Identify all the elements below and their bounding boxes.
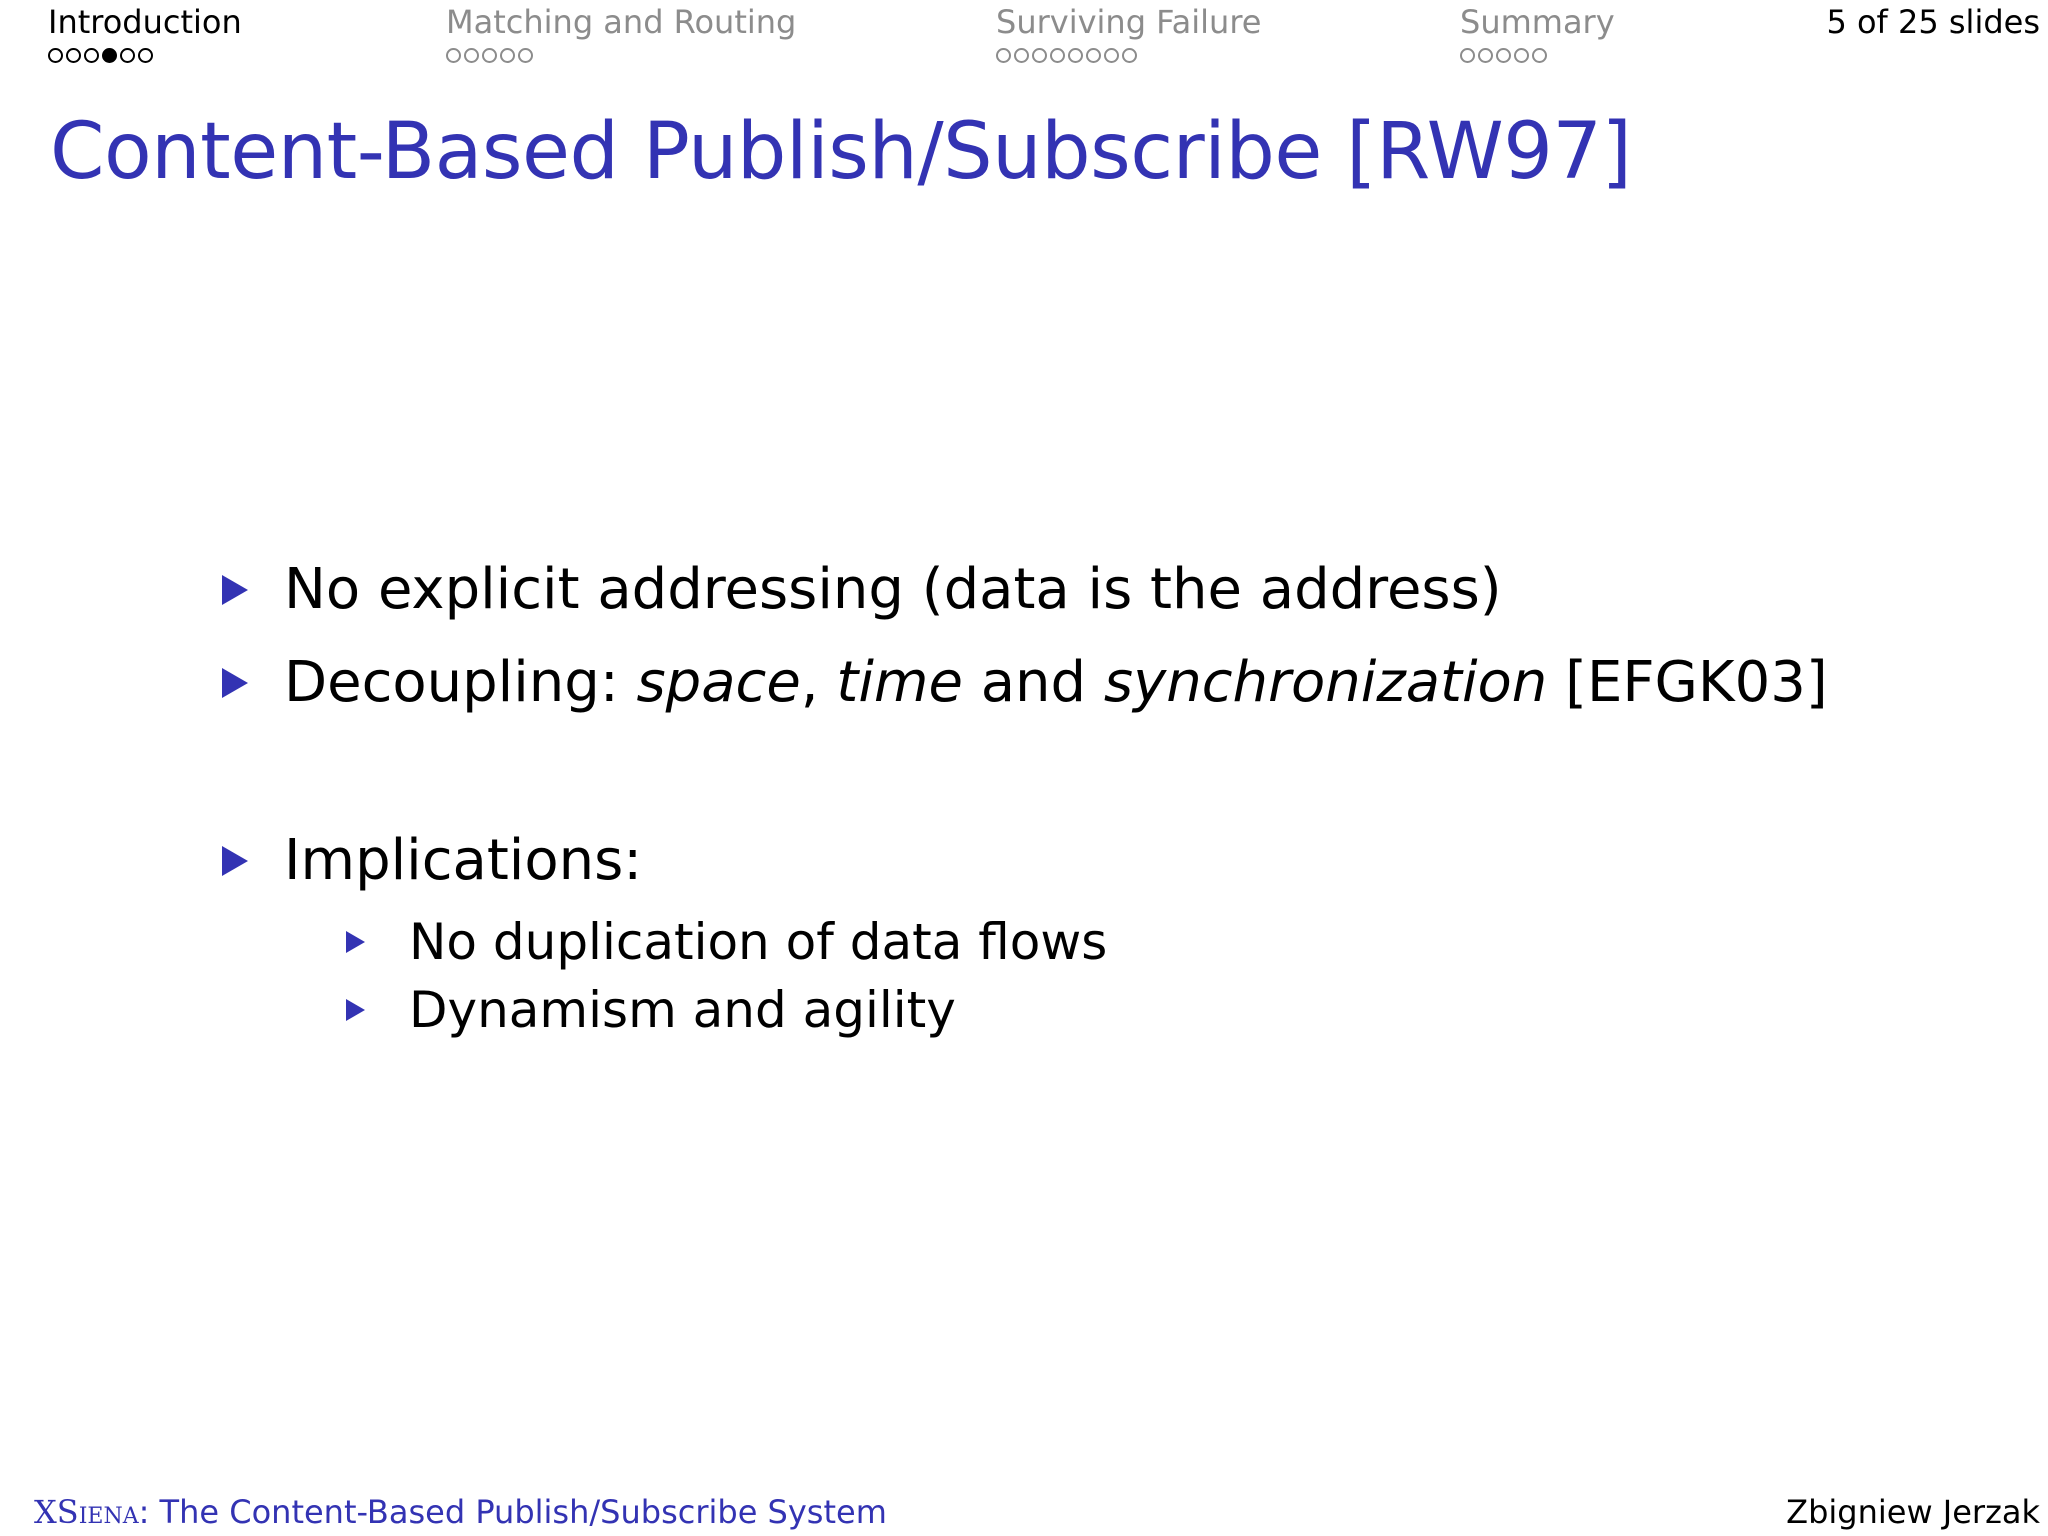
- bullet-triangle-icon: [222, 846, 248, 876]
- nav-section-label[interactable]: Surviving Failure: [996, 3, 1262, 41]
- sub-bullet-triangle-icon: [346, 999, 365, 1021]
- citation: [EFGK03]: [1547, 650, 1828, 715]
- bullet-item: [222, 555, 1502, 625]
- bullet-text: No explicit addressing (data is the address): [284, 557, 1502, 622]
- sub-bullet-triangle-icon: [346, 931, 365, 953]
- sub-bullet-text: Dynamism and agility: [409, 981, 956, 1039]
- bullet-text: Implications:: [284, 828, 643, 893]
- bullet-text-comma: ,: [800, 650, 837, 715]
- sub-bullet-item: [346, 910, 1107, 974]
- nav-section-label[interactable]: Introduction: [48, 3, 242, 41]
- term-synchronization: synchronization: [1103, 650, 1548, 715]
- footer-presentation-title: [34, 1492, 887, 1532]
- term-space: space: [636, 650, 801, 715]
- footer-system-name: XSiena: [34, 1493, 139, 1531]
- bullet-item: [222, 826, 642, 896]
- bullet-triangle-icon: [222, 575, 248, 605]
- nav-section-label[interactable]: Summary: [1460, 3, 1615, 41]
- slide-title: Content-Based Publish/Subscribe [RW97]: [50, 107, 1632, 197]
- sub-bullet-item: [346, 978, 956, 1042]
- term-time: time: [836, 650, 963, 715]
- bullet-triangle-icon: [222, 668, 248, 698]
- footer-author: Zbigniew Jerzak: [1786, 1493, 2040, 1531]
- bullet-text-and: and: [962, 650, 1104, 715]
- bullet-item: [222, 648, 1828, 718]
- sub-bullet-text: No duplication of data flows: [409, 913, 1108, 971]
- nav-section-label[interactable]: Matching and Routing: [446, 3, 797, 41]
- slide-counter: 5 of 25 slides: [1826, 3, 2040, 41]
- bullet-text: [284, 648, 1828, 718]
- footer-subtitle: : The Content-Based Publish/Subscribe System: [138, 1493, 887, 1531]
- bullet-text-prefix: Decoupling:: [284, 650, 637, 715]
